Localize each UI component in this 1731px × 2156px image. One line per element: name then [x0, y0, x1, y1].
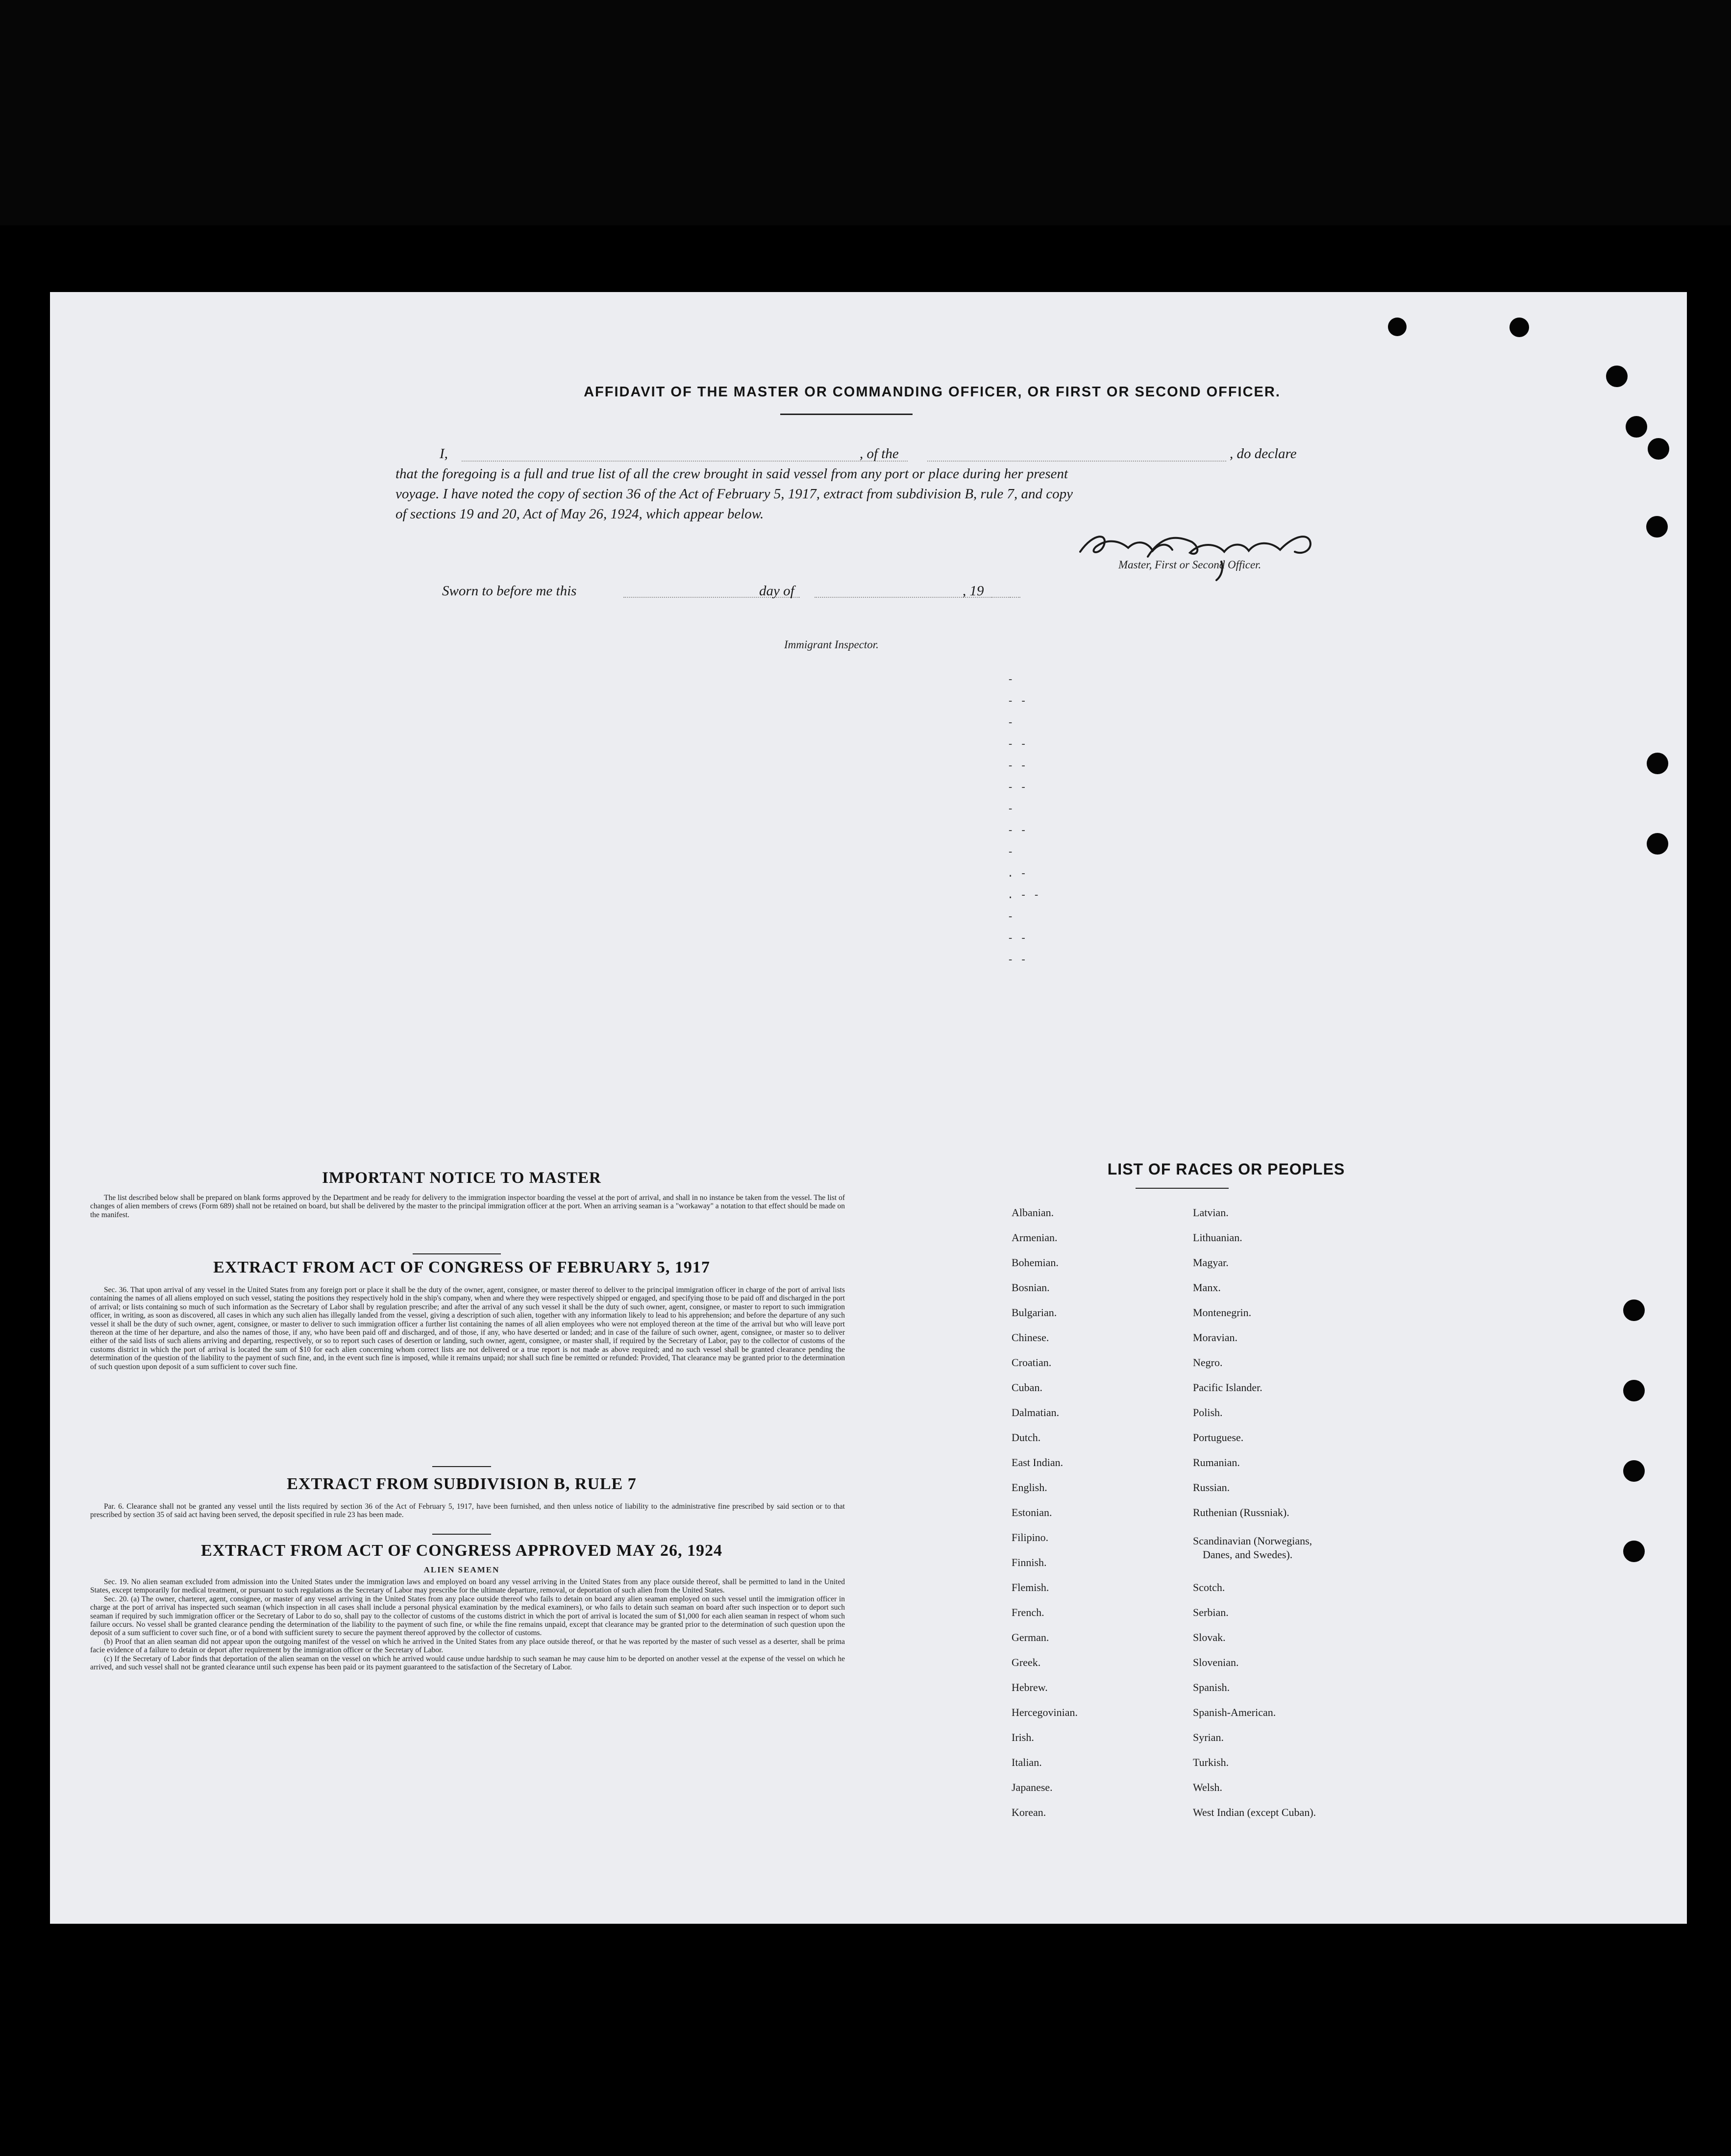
race-left-item: Chinese. [1012, 1331, 1049, 1344]
race-right-item: West Indian (except Cuban). [1193, 1806, 1316, 1818]
vessel-name-line [927, 461, 1226, 462]
race-left-item: Hercegovinian. [1012, 1706, 1078, 1718]
declaration-line-4: of sections 19 and 20, Act of May 26, 1924, which appear below. [396, 506, 764, 522]
race-right-item: Scandinavian (Norwegians, [1193, 1535, 1312, 1547]
race-left-item: Korean. [1012, 1806, 1046, 1818]
scan-specks: - - - - - - - - - - - - - - . - . - - - - - - - [1007, 673, 1040, 966]
race-left-item: Hebrew. [1012, 1681, 1048, 1693]
section-36-paragraph: Sec. 36. That upon arrival of any vessel in the United States from any foreign port or place it shall be the duty of the owner, agent, consignee, or master thereof to deliver to the principal immigration officer in charge of the port of arrival lists containing the names of all aliens employed on such vessel, stating the positions they respectively hold in the ship's company, when and where they were respectively shipped or engaged, and specifying those to be paid off and discharged in the port of arrival; or lists containing so much of such information as the Secretary of Labor shall by regulation prescribe; and after the arrival of any such vessel it shall be the duty of such owner, agent, consignee, or master to report to such immigration officer, in writing, as soon as discovered, all cases in which any such alien has illegally landed from the vessel, giving a description of such alien, together with any information likely to lead to his apprehension; and before the departure of any such vessel it shall be the duty of such owner, agent, consignee, or master to deliver to such immigration officer a further list containing the names of all alien employees who were not employed thereon at the time of the arrival but who will leave port thereon at the time of her departure, and also the names of those, if any, who have been paid off and discharged, and of those, if any, who have deserted or landed; and in case of the failure of such owner, agent, consignee, or master so to deliver either of the said lists of such aliens arriving and departing, respectively, or so to report such cases of desertion or landing, such owner, agent, consignee, or master shall, if required by the Secretary of Labor, pay to the collector of customs of the customs district in which the port of arrival is located the sum of $10 for each alien concerning whom correct lists are not delivered or a true report is not made as above required; and no such vessel shall be granted clearance pending the determination of the question of the liability to the payment of such fine, and, in the event such fine is imposed, while it remains unpaid; nor shall such fine be remitted or refunded: Provided, That clearance may be granted prior to the determination of such question upon deposit of a sum sufficient to cover such fine. [90, 1286, 845, 1371]
master-signature [1074, 522, 1349, 581]
race-left-item: Dutch. [1012, 1431, 1041, 1444]
notice-title: IMPORTANT NOTICE TO MASTER [322, 1169, 601, 1187]
race-left-item: Bulgarian. [1012, 1306, 1057, 1319]
declaration-of-the: , of the [860, 446, 899, 462]
races-title-underline [1136, 1188, 1229, 1189]
title-underline [780, 414, 913, 415]
punch-hole [1647, 833, 1668, 855]
punch-hole [1388, 318, 1407, 336]
punch-hole [1606, 366, 1628, 387]
declaration-i: I, [440, 446, 448, 462]
punch-hole [1647, 753, 1668, 774]
section-20a-paragraph: Sec. 20. (a) The owner, charterer, agent, consignee, or master of any vessel arriving in the United States from any place outside thereof who fails to detain on board any alien seaman employed on such vessel until the immigration officer in charge at the port of arrival has inspected such seaman (which inspection in all cases shall include a personal physical examination by the medical examiners), or who fails to detain such seaman on board after such inspection or to deport such seaman if required by such immigration officer or the Secretary of Labor to do so, shall pay to the collector of customs of the customs district in which the port of arrival is located the sum of $1,000 for each alien seaman in respect of whom such failure occurs. No vessel shall be granted clearance pending the determination of the liability to the payment of such fine, or while the fine remains unpaid, except that clearance may be granted prior to the determination of such question upon the deposit of a sum sufficient to cover such fine, or of a bond with sufficient surety to secure the payment thereof approved by the collector of customs. [90, 1594, 845, 1638]
declaration-line-3: voyage. I have noted the copy of section 36 of the Act of February 5, 1917, extract from subdivision B, rule 7, and copy [396, 486, 1073, 502]
race-right-item: Scotch. [1193, 1581, 1225, 1593]
extract-1924-title: EXTRACT FROM ACT OF CONGRESS APPROVED MAY 26, 1924 [200, 1542, 723, 1560]
race-left-item: Bosnian. [1012, 1281, 1050, 1294]
extract-1917-rule [413, 1253, 501, 1254]
race-right-item: Ruthenian (Russniak). [1193, 1506, 1289, 1519]
race-left-item: English. [1012, 1481, 1047, 1494]
sworn-year-line [991, 597, 1020, 598]
affidavit-title: AFFIDAVIT OF THE MASTER OR COMMANDING OFFICER, OR FIRST OR SECOND OFFICER. [584, 384, 1281, 400]
race-right-item: Portuguese. [1193, 1431, 1244, 1444]
section-20c-paragraph: (c) If the Secretary of Labor finds that deportation of the alien seaman on the vessel on which he arrived would cause undue hardship to such seaman he may cause him to be deported on another vessel at the expense of the vessel on which he arrived, and such vessel shall not be granted clearance until such expense has been paid or its payment guaranteed to the satisfaction of the Secretary of Labor. [90, 1654, 845, 1672]
race-left-item: Armenian. [1012, 1231, 1058, 1244]
race-right-item: Lithuanian. [1193, 1231, 1242, 1244]
signature-caption: Master, First or Second Officer. [1118, 559, 1261, 571]
punch-hole [1623, 1541, 1645, 1562]
punch-hole [1626, 416, 1647, 438]
races-title: LIST OF RACES OR PEOPLES [1107, 1160, 1345, 1178]
section-20b-paragraph: (b) Proof that an alien seaman did not appear upon the outgoing manifest of the vessel on which he arrived in the United States from any place outside thereof, or that he was reported by the master of such vessel as a deserter, shall be prima facie evidence of a failure to detain or deport after requirement by the immigration officer or the Secretary of Labor. [90, 1637, 845, 1655]
extract-rule7-rule [432, 1466, 491, 1467]
race-left-item: Croatian. [1012, 1356, 1052, 1369]
extract-1924-rule [432, 1534, 491, 1535]
extract-1924-body [90, 1578, 845, 1671]
race-right-item: Latvian. [1193, 1206, 1229, 1219]
race-left-item: Japanese. [1012, 1781, 1053, 1793]
master-name-line [462, 461, 908, 462]
race-left-item: Finnish. [1012, 1556, 1047, 1568]
race-right-item: Pacific Islander. [1193, 1381, 1262, 1394]
race-left-item: Flemish. [1012, 1581, 1049, 1593]
race-right-item: Negro. [1193, 1356, 1223, 1369]
race-left-item: Bohemian. [1012, 1256, 1059, 1269]
race-right-item: Spanish. [1193, 1681, 1230, 1693]
scan-border-top [0, 0, 1731, 225]
race-right-item: Welsh. [1193, 1781, 1222, 1793]
race-left-item: Albanian. [1012, 1206, 1054, 1219]
race-left-item: Irish. [1012, 1731, 1034, 1743]
extract-1917-title: EXTRACT FROM ACT OF CONGRESS OF FEBRUARY 5, 1917 [213, 1258, 710, 1276]
race-right-item: Danes, and Swedes). [1203, 1548, 1293, 1561]
race-left-item: Cuban. [1012, 1381, 1042, 1394]
notice-body [90, 1194, 845, 1219]
inspector-caption: Immigrant Inspector. [784, 638, 879, 651]
race-right-item: Moravian. [1193, 1331, 1238, 1344]
paragraph-6: Par. 6. Clearance shall not be granted any vessel until the lists required by section 36 of the Act of February 5, 1917, have been furnished, and then unless notice of liability to the administrative fine prescribed by said section or to that prescribed by section 35 of said act having been served, the deposit specified in rule 23 has been made. [90, 1502, 845, 1519]
punch-hole [1646, 516, 1668, 538]
race-right-item: Slovenian. [1193, 1656, 1239, 1668]
race-right-item: Slovak. [1193, 1631, 1226, 1643]
year-prefix: , 19 [963, 583, 984, 599]
notice-paragraph: The list described below shall be prepared on blank forms approved by the Department and be ready for delivery to the immigration inspector boarding the vessel at the port of arrival, and shall in no instance be taken from the vessel. The list of changes of alien members of crews (Form 689) shall not be retained on board, but shall be delivered by the master to the principal immigration officer at the port. When an arriving seaman is a "workaway" a notation to that effect should be made on the manifest. [90, 1194, 845, 1219]
race-right-item: Rumanian. [1193, 1456, 1240, 1469]
alien-seamen-subtitle: ALIEN SEAMEN [423, 1565, 500, 1574]
race-left-item: Dalmatian. [1012, 1406, 1060, 1419]
declaration-line-2: that the foregoing is a full and true list of all the crew brought in said vessel from any port or place during her present [396, 466, 1068, 482]
race-right-item: Spanish-American. [1193, 1706, 1276, 1718]
race-left-item: Greek. [1012, 1656, 1041, 1668]
day-of-text: day of [759, 583, 794, 599]
race-right-item: Magyar. [1193, 1256, 1229, 1269]
punch-hole [1648, 438, 1669, 460]
document-page [50, 292, 1687, 1924]
punch-hole [1623, 1380, 1645, 1401]
race-right-item: Russian. [1193, 1481, 1230, 1494]
punch-hole [1509, 318, 1529, 337]
race-left-item: Estonian. [1012, 1506, 1052, 1519]
punch-hole [1623, 1460, 1645, 1482]
race-left-item: Filipino. [1012, 1531, 1049, 1544]
race-left-item: German. [1012, 1631, 1049, 1643]
declaration-do-declare: , do declare [1230, 446, 1297, 462]
race-right-item: Syrian. [1193, 1731, 1224, 1743]
punch-hole [1623, 1299, 1645, 1321]
extract-rule7-body [90, 1502, 845, 1519]
section-19-paragraph: Sec. 19. No alien seaman excluded from admission into the United States under the immigration laws and employed on board any vessel arriving in the United States from any place outside thereof, shall be permitted to land in the United States, except temporarily for medical treatment, or pursuant to such regulations as the Secretary of Labor may prescribe for the ultimate departure, removal, or deportation of such alien from the United States. [90, 1578, 845, 1595]
sworn-text: Sworn to before me this [442, 583, 577, 599]
race-left-item: French. [1012, 1606, 1044, 1618]
race-right-item: Manx. [1193, 1281, 1221, 1294]
race-right-item: Serbian. [1193, 1606, 1229, 1618]
extract-1917-body [90, 1286, 845, 1371]
race-left-item: Italian. [1012, 1756, 1042, 1768]
extract-rule7-title: EXTRACT FROM SUBDIVISION B, RULE 7 [287, 1475, 637, 1493]
race-right-item: Montenegrin. [1193, 1306, 1252, 1319]
race-right-item: Polish. [1193, 1406, 1223, 1419]
race-left-item: East Indian. [1012, 1456, 1063, 1469]
race-right-item: Turkish. [1193, 1756, 1229, 1768]
